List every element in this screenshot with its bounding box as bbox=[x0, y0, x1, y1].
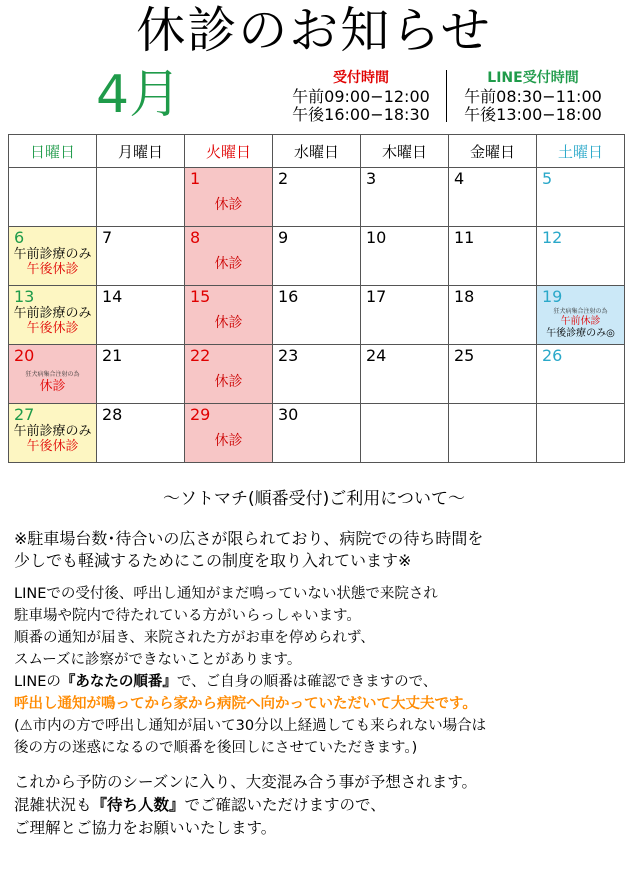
text-segment: で、ご自身の順番は確認できますので、 bbox=[176, 674, 438, 690]
day-number: 9 bbox=[278, 228, 289, 247]
calendar-cell-day-20 bbox=[9, 345, 97, 404]
calendar-cell-day-13 bbox=[9, 286, 97, 345]
day-number: 15 bbox=[190, 287, 211, 306]
text-line: (⚠市内の方で呼出し通知が届いて30分以上経過しても来られない場合は bbox=[14, 718, 487, 734]
line-hours-afternoon: 午後13:00−18:00 bbox=[464, 105, 602, 124]
day-number: 21 bbox=[102, 346, 123, 365]
text-line: ※駐車場台数･待合いの広さが限られており、病院での待ち時間を bbox=[14, 529, 484, 548]
line-hours-morning: 午前08:30−11:00 bbox=[464, 87, 602, 106]
day-number: 5 bbox=[542, 169, 553, 188]
afternoon-closed-note: 午後休診 bbox=[26, 439, 79, 454]
reception-hours bbox=[280, 68, 442, 124]
text-line: これから予防のシーズンに入り、大変混み合う事が予想されます。 bbox=[14, 773, 477, 791]
calendar-week bbox=[9, 345, 625, 404]
reception-hours-afternoon: 午後16:00−18:30 bbox=[292, 105, 430, 124]
calendar-cell-day-21 bbox=[97, 345, 185, 404]
calendar-cell-day-30 bbox=[273, 404, 361, 463]
morning-only-note: 午前診療のみ bbox=[13, 306, 92, 321]
text-line: 駐車場や院内で待たれている方がいらっしゃいます。 bbox=[14, 608, 361, 624]
day-number: 17 bbox=[366, 287, 387, 306]
text-segment: 混雑状況も bbox=[14, 796, 92, 814]
text-segment: LINEの bbox=[14, 674, 61, 690]
calendar-week bbox=[9, 404, 625, 463]
afternoon-closed-note: 午後休診 bbox=[26, 321, 79, 336]
day-number: 10 bbox=[366, 228, 387, 247]
line-hours bbox=[452, 68, 614, 124]
afternoon-only-note: 午後診療のみ◎ bbox=[546, 328, 615, 339]
calendar-table bbox=[8, 134, 625, 463]
calendar-cell-day-19 bbox=[537, 286, 625, 345]
month-label: 4月 bbox=[96, 65, 182, 125]
closed-note: 休診 bbox=[214, 433, 243, 449]
day-number: 26 bbox=[542, 346, 563, 365]
calendar-cell-day-1 bbox=[185, 168, 273, 227]
day-number: 2 bbox=[278, 169, 289, 188]
day-number: 16 bbox=[278, 287, 299, 306]
day-number: 27 bbox=[14, 405, 35, 424]
closed-note: 休診 bbox=[214, 374, 243, 390]
calendar-cell-day-2 bbox=[273, 168, 361, 227]
calendar-cell-day-12 bbox=[537, 227, 625, 286]
day-number: 22 bbox=[190, 346, 211, 365]
closed-note: 休診 bbox=[214, 315, 243, 331]
weekday-tuesday: 火曜日 bbox=[185, 135, 273, 168]
calendar-cell-day-9 bbox=[273, 227, 361, 286]
event-note: 狂犬病集合注射の為 bbox=[553, 308, 608, 315]
calendar-week bbox=[9, 227, 625, 286]
notice-intro-paragraph bbox=[14, 528, 618, 572]
morning-closed-note: 午前休診 bbox=[560, 316, 601, 327]
day-number: 29 bbox=[190, 405, 211, 424]
calendar-cell-empty bbox=[9, 168, 97, 227]
calendar-cell-day-27 bbox=[9, 404, 97, 463]
calendar-cell-day-23 bbox=[273, 345, 361, 404]
notice-body-paragraph bbox=[14, 583, 618, 759]
calendar-cell-day-3 bbox=[361, 168, 449, 227]
text-segment: 大丈夫です。 bbox=[391, 696, 477, 712]
day-number: 20 bbox=[14, 346, 35, 365]
calendar-cell-day-22 bbox=[185, 345, 273, 404]
day-number: 7 bbox=[102, 228, 113, 247]
day-number: 3 bbox=[366, 169, 377, 188]
text-line: 順番の通知が届き、来院された方がお車を停められず、 bbox=[14, 630, 375, 646]
event-note: 狂犬病集合注射の為 bbox=[25, 371, 80, 378]
text-segment: でご確認いただけますので、 bbox=[184, 796, 386, 814]
morning-only-note: 午前診療のみ bbox=[13, 424, 92, 439]
calendar-cell-day-26 bbox=[537, 345, 625, 404]
calendar-cell-day-17 bbox=[361, 286, 449, 345]
calendar-cell-day-7 bbox=[97, 227, 185, 286]
weekday-thursday: 木曜日 bbox=[361, 135, 449, 168]
calendar-cell-day-14 bbox=[97, 286, 185, 345]
highlight-line bbox=[14, 693, 618, 715]
weekday-friday: 金曜日 bbox=[449, 135, 537, 168]
day-number: 14 bbox=[102, 287, 123, 306]
notice-heading: 〜ソトマチ(順番受付)ご利用について〜 bbox=[163, 489, 465, 509]
line-hours-heading: LINE受付時間 bbox=[487, 70, 579, 86]
calendar-cell-day-18 bbox=[449, 286, 537, 345]
text-line bbox=[14, 671, 618, 693]
calendar-cell-day-11 bbox=[449, 227, 537, 286]
calendar-cell-day-5 bbox=[537, 168, 625, 227]
day-number: 4 bbox=[454, 169, 465, 188]
calendar-cell-day-10 bbox=[361, 227, 449, 286]
calendar-cell-empty bbox=[537, 404, 625, 463]
your-turn-emphasis: 『あなたの順番』 bbox=[60, 674, 177, 690]
calendar-cell-day-28 bbox=[97, 404, 185, 463]
day-number: 6 bbox=[14, 228, 25, 247]
reception-hours-morning: 午前09:00−12:00 bbox=[292, 87, 430, 106]
day-number: 19 bbox=[542, 287, 563, 306]
day-number: 18 bbox=[454, 287, 475, 306]
calendar-cell-day-8 bbox=[185, 227, 273, 286]
morning-only-note: 午前診療のみ bbox=[13, 247, 92, 262]
weekday-header-row bbox=[9, 135, 625, 168]
text-segment: 呼出し通知が鳴ってから家から病院へ向かっていただいて bbox=[14, 696, 391, 712]
text-line: 少しでも軽減するためにこの制度を取り入れています※ bbox=[14, 551, 412, 570]
calendar-cell-day-6 bbox=[9, 227, 97, 286]
text-line: LINEでの受付後、呼出し通知がまだ鳴っていない状態で来院され bbox=[14, 586, 438, 602]
day-number: 1 bbox=[190, 169, 201, 188]
weekday-monday: 月曜日 bbox=[97, 135, 185, 168]
page-title: 休診のお知らせ bbox=[136, 2, 492, 59]
day-number: 13 bbox=[14, 287, 35, 306]
day-number: 8 bbox=[190, 228, 201, 247]
notice-closing-paragraph bbox=[14, 771, 618, 840]
calendar-week bbox=[9, 168, 625, 227]
text-line: スムーズに診察ができないことがあります。 bbox=[14, 652, 302, 668]
day-number: 11 bbox=[454, 228, 475, 247]
day-number: 25 bbox=[454, 346, 475, 365]
text-line: 後の方の迷惑になるので順番を後回しにさせていただきます。) bbox=[14, 740, 418, 756]
weekday-saturday: 土曜日 bbox=[537, 135, 625, 168]
calendar-cell-day-15 bbox=[185, 286, 273, 345]
calendar-week bbox=[9, 286, 625, 345]
calendar-cell-day-24 bbox=[361, 345, 449, 404]
calendar-cell-day-25 bbox=[449, 345, 537, 404]
day-number: 30 bbox=[278, 405, 299, 424]
afternoon-closed-note: 午後休診 bbox=[26, 262, 79, 277]
weekday-wednesday: 水曜日 bbox=[273, 135, 361, 168]
day-number: 23 bbox=[278, 346, 299, 365]
day-number: 24 bbox=[366, 346, 387, 365]
day-number: 28 bbox=[102, 405, 123, 424]
hours-divider bbox=[446, 70, 447, 122]
calendar-cell-empty bbox=[97, 168, 185, 227]
calendar-cell-day-29 bbox=[185, 404, 273, 463]
calendar-cell-day-4 bbox=[449, 168, 537, 227]
day-number: 12 bbox=[542, 228, 563, 247]
reception-hours-heading: 受付時間 bbox=[333, 70, 389, 86]
calendar-cell-empty bbox=[449, 404, 537, 463]
closed-note: 休診 bbox=[214, 197, 243, 213]
weekday-sunday: 日曜日 bbox=[9, 135, 97, 168]
calendar-cell-empty bbox=[361, 404, 449, 463]
waiting-count-emphasis: 『待ち人数』 bbox=[91, 796, 185, 814]
calendar-cell-day-16 bbox=[273, 286, 361, 345]
text-line bbox=[14, 794, 618, 817]
closed-note: 休診 bbox=[39, 379, 66, 394]
text-line: ご理解とご協力をお願いいたします。 bbox=[14, 819, 277, 837]
closed-note: 休診 bbox=[214, 256, 243, 272]
